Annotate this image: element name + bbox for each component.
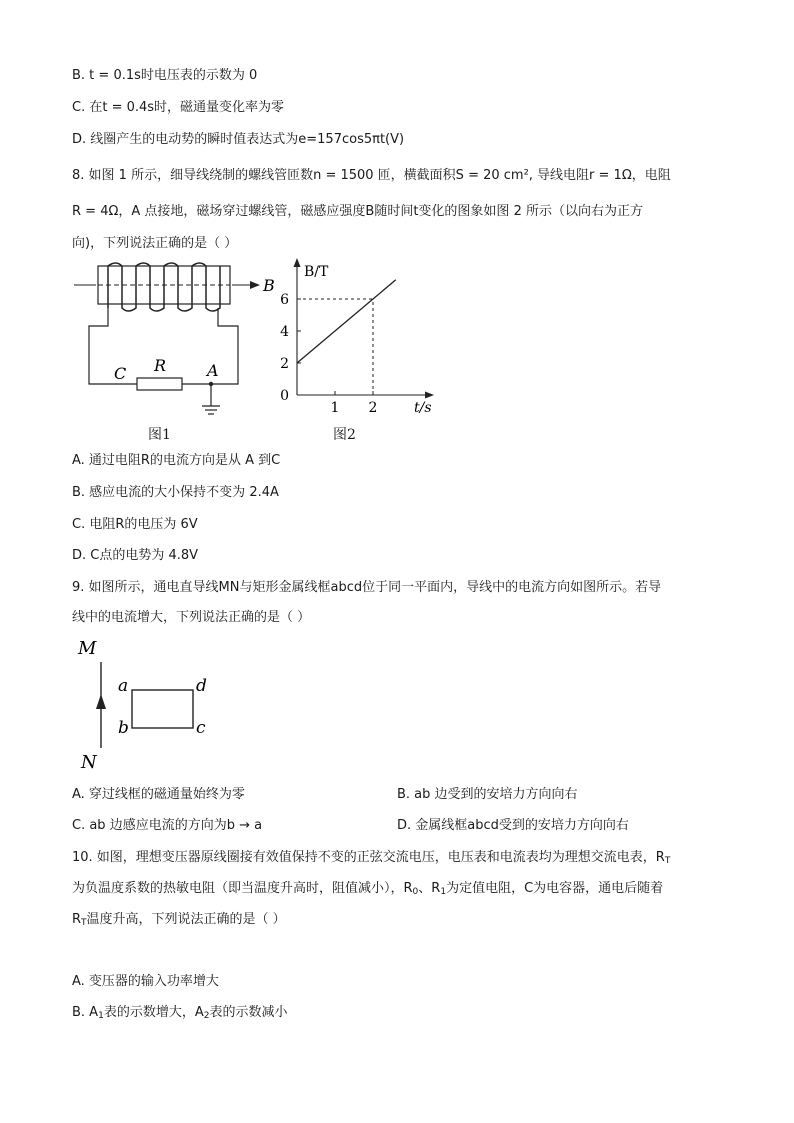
q9-option-d: D. 金属线框abcd受到的安培力方向向右 xyxy=(397,818,629,833)
x-axis-arrow xyxy=(425,392,434,399)
y-tick-label: 2 xyxy=(280,356,289,372)
fig1-caption: 图1 xyxy=(148,427,171,443)
fig1-label-a: A xyxy=(207,361,219,380)
fig-label-d: d xyxy=(196,676,207,696)
q9-option-a: A. 穿过线框的磁通量始终为零 xyxy=(72,787,245,802)
x-axis-label: t/s xyxy=(414,400,432,416)
x-tick-label: 2 xyxy=(368,400,378,416)
y-tick-label: 6 xyxy=(280,292,289,308)
q10-stem-2a: 为负温度系数的热敏电阻（即当温度升高时，阻值减小），R xyxy=(72,881,413,896)
q8-figure-2-bt-graph xyxy=(278,256,438,418)
q10-stem-1-text: 10. 如图，理想变压器原线圈接有效值保持不变的正弦交流电压，电压表和电流表均为理想交流电表，R xyxy=(72,850,665,865)
fig-label-b: b xyxy=(118,718,129,738)
x-tick-label: 1 xyxy=(330,400,340,416)
q7-option-c: C. 在t = 0.4s时，磁通量变化率为零 xyxy=(72,100,285,115)
fig-label-a: a xyxy=(118,676,129,696)
q10-stem-2e: 为定值电阻，C为电容器，通电后随着 xyxy=(446,881,664,896)
q10-option-b-b: 1 xyxy=(98,1011,104,1021)
q8-option-c: C. 电阻R的电压为 6V xyxy=(72,517,198,532)
series-line-b xyxy=(297,280,396,363)
fig-label-m: M xyxy=(78,638,97,659)
fig1-label-r: R xyxy=(154,356,167,375)
q10-option-a: A. 变压器的输入功率增大 xyxy=(72,974,219,989)
fig-label-c: c xyxy=(196,718,206,738)
q10-stem-2c: 、R xyxy=(418,881,441,896)
y-tick-label: 0 xyxy=(280,388,289,404)
q10-stem-line-1 xyxy=(72,849,670,870)
q10-option-b xyxy=(72,1004,287,1025)
q10-stem-2b: 0 xyxy=(412,887,419,897)
q10-stem-3a: R xyxy=(72,912,82,927)
q10-option-b-d: 2 xyxy=(203,1011,210,1021)
q10-stem-line-2 xyxy=(72,880,663,901)
q7-option-b: B. t = 0.1s时电压表的示数为 0 xyxy=(72,68,258,83)
fig1-label-c: C xyxy=(114,364,127,383)
fig2-caption: 图2 xyxy=(333,427,356,443)
q8-option-b: B. 感应电流的大小保持不变为 2.4A xyxy=(72,485,279,500)
q10-option-b-e: 表的示数减小 xyxy=(209,1005,288,1020)
q8-option-d: D. C点的电势为 4.8V xyxy=(72,548,199,563)
q8-stem-line-2: R = 4Ω，A 点接地，磁场穿过螺线管，磁感应强度B随时间t变化的图象如图 2 所示（以向右为正方 xyxy=(72,204,643,219)
q7-option-d: D. 线圈产生的电动势的瞬时值表达式为e=157cos5πt(V) xyxy=(72,132,405,147)
q10-stem-3b: T xyxy=(81,918,87,928)
q10-option-b-a: B. A xyxy=(72,1005,99,1020)
fig1-label-b: B xyxy=(263,276,275,295)
q9-stem-line-1: 9. 如图所示，通电直导线MN与矩形金属线框abcd位于同一平面内，导线中的电流方向如图所示。若导 xyxy=(72,580,662,595)
q10-stem-2d: 1 xyxy=(440,887,447,897)
q10-stem-line-3 xyxy=(72,911,286,932)
q9-option-c: C. ab 边感应电流的方向为b → a xyxy=(72,818,263,833)
y-tick-label: 4 xyxy=(280,324,289,340)
fig-label-n: N xyxy=(81,752,97,773)
q10-stem-3c: 温度升高，下列说法正确的是（ ） xyxy=(86,912,286,927)
q8-figure-1-solenoid-circuit xyxy=(74,258,284,423)
y-axis-arrow xyxy=(294,258,301,267)
q8-option-a: A. 通过电阻R的电流方向是从 A 到C xyxy=(72,453,281,468)
q8-stem-line-1: 8. 如图 1 所示，细导线绕制的螺线管匝数n = 1500 匝，横截面积S = 20 cm², 导线电阻r = 1Ω，电阻 xyxy=(72,168,671,183)
q9-option-b: B. ab 边受到的安培力方向向右 xyxy=(397,787,578,802)
y-axis-label: B/T xyxy=(304,264,329,280)
q8-stem-line-3: 向)，下列说法正确的是（ ） xyxy=(72,236,238,251)
q9-figure-wire-and-frame xyxy=(72,636,222,774)
q9-stem-line-2: 线中的电流增大，下列说法正确的是（ ） xyxy=(72,610,311,625)
q10-stem-1-sub: T xyxy=(664,856,671,866)
q10-option-b-c: 表的示数增大，A xyxy=(103,1005,204,1020)
